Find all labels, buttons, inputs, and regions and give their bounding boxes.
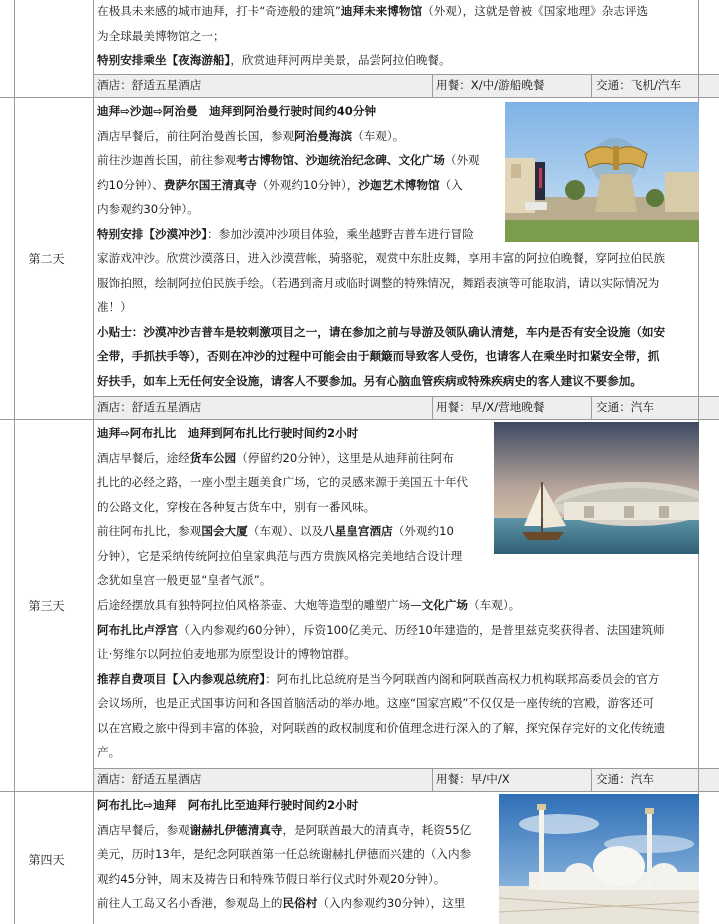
day2-route: 迪拜⇨沙迦⇨阿治曼 迪拜到阿治曼行驶时间约40分钟: [97, 104, 377, 118]
day2-hotel: 酒店：舒适五星酒店: [97, 400, 202, 414]
day4-label: 第四天: [28, 853, 65, 867]
day2-meals: 用餐：早/X/营地晚餐: [436, 400, 545, 414]
day3-transport: 交通：汽车: [596, 772, 654, 786]
day2-text-upper: 迪拜⇨沙迦⇨阿治曼 迪拜到阿治曼行驶时间约40分钟 酒店早餐后，前往阿治曼酋长国，参观阿治曼海滨（车观）。 前往沙迦酋长国，前往参观考古博物馆、沙迦统治纪念碑、文化广场（外观 约10分钟）、费萨尔国王清真寺（外观约10分钟），沙迦艺术博物馆（入 内参观约30分钟）。 特别安排【沙漠冲沙】：参加沙漠冲沙项目体验，乘坐越野吉普车进行冒险: [97, 99, 502, 246]
day2-transport: 交通：汽车: [596, 400, 654, 414]
louvre-abudhabi-photo: [494, 422, 699, 554]
day3-label: 第三天: [28, 599, 65, 613]
day4-text: 阿布扎比⇨迪拜 阿布扎比至迪拜行驶时间约2小时 酒店早餐后，参观谢赫扎伊德清真寺，是阿联酋最大的清真寺，耗资55亿 美元，历时13年，是纪念阿联酋第一任总统谢赫扎伊德而兴建的（入内参 观约45分钟，周末及祷告日和特殊节假日举行仪式时外观20分钟）。 前往人工岛又名小香港，参观岛上的民俗村（入内参观约30分钟），这里: [97, 793, 497, 916]
day2-label: 第二天: [28, 252, 65, 266]
day3-hotel: 酒店：舒适五星酒店: [97, 772, 202, 786]
day2-text-lower: 家游戏冲沙。欣赏沙漠落日，进入沙漠营帐，骑骆驼，观赏中东肚皮舞，享用丰富的阿拉伯晚餐，穿阿拉伯民族 服饰拍照，绘制阿拉伯民族手绘。（若遇到斋月或临时调整的特殊情况，舞蹈表演等可能取消，请以实际情况为 准！） 小贴士：沙漠冲沙吉普车是较刺激项目之一，请在参加之前与导游及领队确认清楚，车内是否有安全设施（如安 全带，手抓扶手等），否则在冲沙的过程中可能会由于颠簸而导致客人受伤，也请客人在乘坐时扣紧安全带，抓 好扶手，如车上无任何安全设施，请客人不要参加。另有心脑血管疾病或特殊疾病史的客人建议不要参加。: [97, 246, 695, 393]
row1-hotel: 酒店：舒适五星酒店: [97, 78, 202, 92]
day3-route: 迪拜⇨阿布扎比 迪拜到阿布扎比行驶时间约2小时: [97, 426, 359, 440]
day3-meals: 用餐：早/中/X: [436, 772, 510, 786]
day3-text-lower: 后途经摆放具有独特阿拉伯风格茶壶、大炮等造型的雕塑广场—文化广场（车观）。 阿布扎比卢浮宫（入内参观约60分钟），斥资100亿美元、历经10年建造的，是普里兹克奖获得者、法国建筑师 让·努维尔以阿拉伯麦地那为原型设计的博物馆群。 推荐自费项目【入内参观总统府】：阿布扎比总统府是当今阿联酋内阁和阿联酋高权力机构联邦高委员会的官方 会议场所，也是正式国事访问和各国首脑活动的举办地。这座“国家宫殿”不仅仅是一座传统的宫殿，游客还可 以在宫殿之旅中得到丰富的体验，对阿联酋的政权制度和价值理念进行深入的了解，探究保存完好的文化传统遗 产。: [97, 598, 666, 759]
row1-meals: 用餐：X/中/游船晚餐: [436, 78, 545, 92]
day1-tail-text: 在极具未来感的城市迪拜，打卡“奇迹般的建筑”迪拜未来博物馆（外观），这就是曾被《国家地理》杂志评选 为全球最美博物馆之一； 特别安排乘坐【夜海游船】，欣赏迪拜河两岸美景，品尝阿拉伯晚餐。: [97, 4, 649, 67]
day2-tip: 小贴士：沙漠冲沙吉普车是较刺激项目之一，请在参加之前与导游及领队确认清楚，车内是否有安全设施（如安: [97, 324, 666, 339]
day4-route: 阿布扎比⇨迪拜 阿布扎比至迪拜行驶时间约2小时: [97, 798, 359, 812]
row1-transport: 交通：飞机/汽车: [596, 78, 682, 92]
day3-text-upper: 迪拜⇨阿布扎比 迪拜到阿布扎比行驶时间约2小时 酒店早餐后，途经货车公园（停留约20分钟），这里是从迪拜前往阿布 扎比的必经之路，一座小型主题美食广场，它的灵感来源于美国五十年代 的公路文化，穿梭在各种复古货车中，别有一番风味。 前往阿布扎比，参观国会大厦（车观）、以及八星皇宫酒店（外观约10 分钟），它是采纳传统阿拉伯皇家典范与西方贵族风格完美地结合设计理 念犹如皇宫一般更显“皇者气派”。: [97, 421, 497, 593]
quran-monument-photo: [505, 102, 699, 242]
grand-mosque-photo: [499, 794, 699, 924]
